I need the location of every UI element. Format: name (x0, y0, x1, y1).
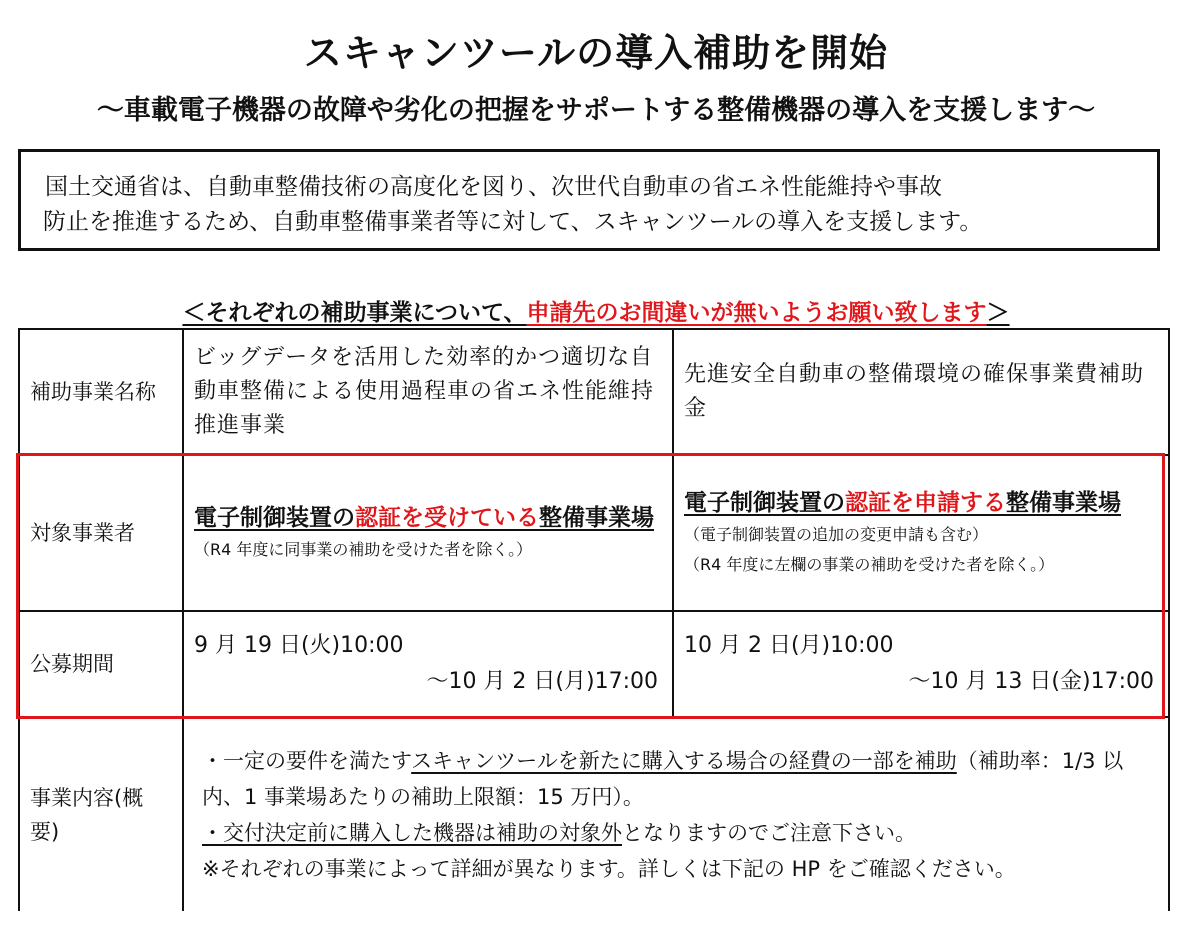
notice-suffix: ＞ (986, 300, 1010, 326)
target-a-note: （R4 年度に同事業の補助を受けた者を除く。） (194, 540, 533, 559)
notice-prefix: ＜それぞれの補助事業について、 (182, 300, 527, 326)
application-notice (0, 294, 1192, 327)
page-subtitle: ～車載電子機器の故障や劣化の把握をサポートする整備機器の導入を支援します～ (96, 95, 1096, 126)
cell-period-a (183, 611, 673, 717)
label-program-name (19, 329, 183, 455)
target-b-highlight: 認証を申請する (845, 490, 1006, 516)
program-b-name: 先進安全自動車の整備環境の確保事業費補助金 (684, 362, 1145, 421)
target-a-heading (194, 501, 662, 535)
intro-line-1: 国土交通省は、自動車整備技術の高度化を図り、次世代自動車の省エネ性能維持や事故 (45, 174, 942, 200)
period-a-end: ～10 月 2 日(月)17:00 (426, 669, 658, 694)
cell-program-b-name (673, 329, 1169, 455)
cell-period-b (673, 611, 1169, 717)
intro-box (18, 149, 1160, 251)
cell-target-a (183, 455, 673, 611)
table-row-target (19, 455, 1169, 611)
label-period (19, 611, 183, 717)
page-title: スキャンツールの導入補助を開始 (303, 31, 889, 75)
label-program-name-text: 補助事業名称 (30, 380, 156, 404)
period-b-end: ～10 月 13 日(金)17:00 (908, 669, 1154, 694)
target-b-pre: 電子制御装置の (684, 490, 845, 516)
period-a-start: 9 月 19 日(火)10:00 (194, 633, 404, 658)
notice-highlight: 申請先のお間違いが無いようお願い致します (526, 300, 987, 326)
target-b-note-2: （R4 年度に左欄の事業の補助を受けた者を除く。） (684, 555, 1055, 574)
subsidy-comparison-table (18, 328, 1170, 911)
period-b-start: 10 月 2 日(月)10:00 (684, 633, 894, 658)
label-content (19, 717, 183, 911)
cell-content (183, 717, 1169, 911)
table-row-content (19, 717, 1169, 911)
target-b-post: 整備事業場 (1006, 490, 1121, 516)
target-a-post: 整備事業場 (539, 505, 654, 531)
label-period-text: 公募期間 (30, 652, 114, 676)
label-content-text: 事業内容(概要) (30, 785, 144, 844)
label-target-text: 対象事業者 (30, 521, 135, 545)
table-row-program-name (19, 329, 1169, 455)
target-a-highlight: 認証を受けている (355, 505, 539, 531)
table-row-period (19, 611, 1169, 717)
target-a-pre: 電子制御装置の (194, 505, 355, 531)
label-target (19, 455, 183, 611)
content-bullet-1-post: （補助率：1/3 以内、1 事業場あたりの補助上限額：15 万円）。 (202, 748, 1124, 809)
content-bullet-1-pre: ・一定の要件を満たす (202, 748, 412, 773)
content-note: ※それぞれの事業によって詳細が異なります。詳しくは下記の HP をご確認ください。 (202, 856, 1016, 881)
cell-target-b (673, 455, 1169, 611)
cell-program-a-name (183, 329, 673, 455)
target-b-note-1: （電子制御装置の追加の変更申請も含む） (684, 525, 989, 544)
target-b-heading (684, 486, 1158, 520)
content-bullet-2-underlined: ・交付決定前に購入した機器は補助の対象外 (202, 820, 622, 845)
content-bullet-1-underlined: スキャンツールを新たに購入する場合の経費の一部を補助 (411, 748, 957, 773)
intro-line-2: 防止を推進するため、自動車整備事業者等に対して、スキャンツールの導入を支援します。 (43, 209, 983, 235)
program-a-name: ビッグデータを活用した効率的かつ適切な自動車整備による使用過程車の省エネ性能維持推進事業 (194, 345, 655, 438)
content-bullet-2-post: となりますのでご注意下さい。 (622, 820, 916, 845)
